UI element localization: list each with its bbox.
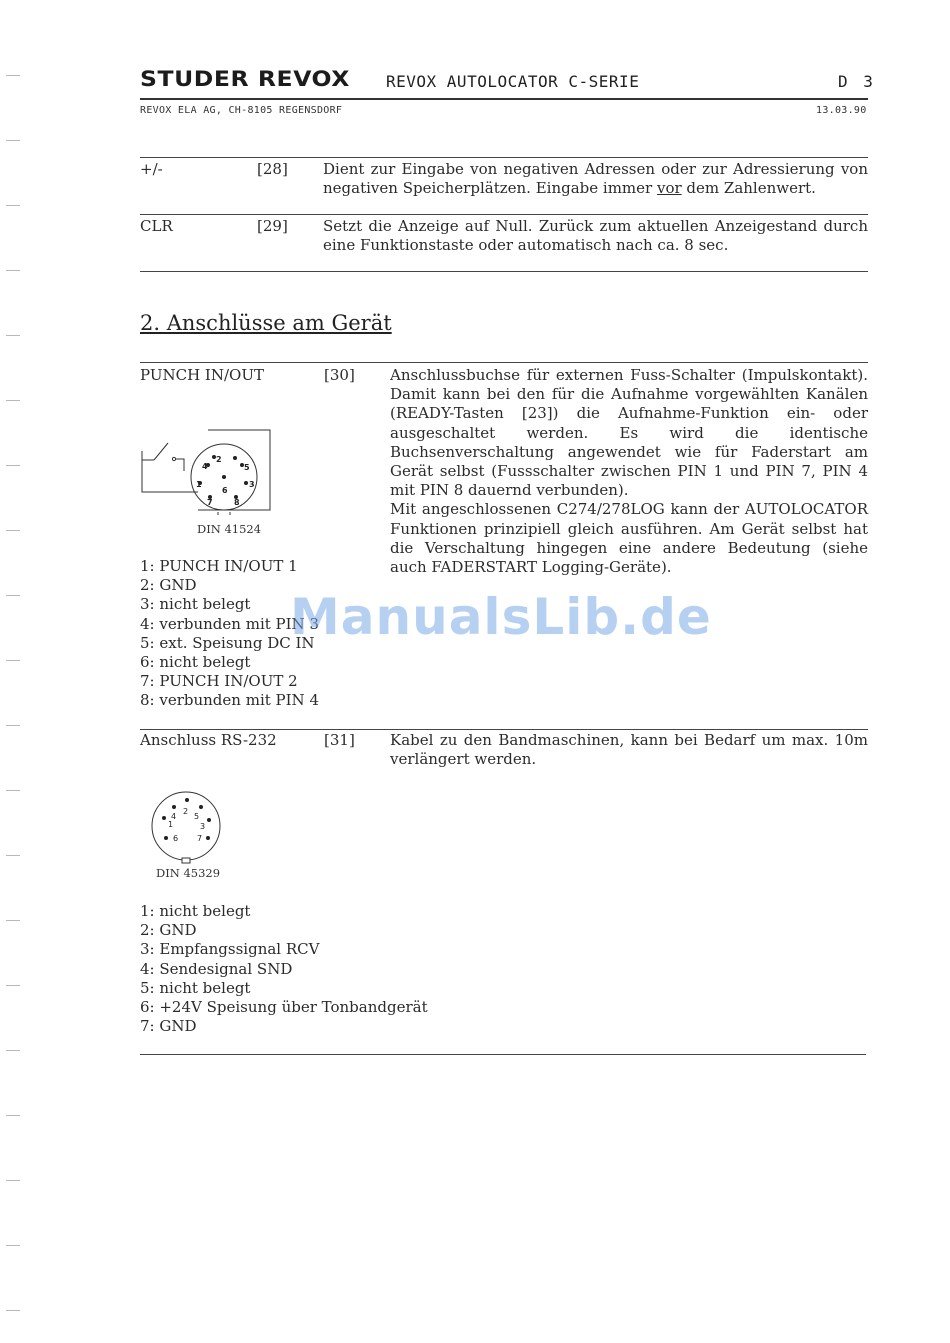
key-name: +/-	[140, 160, 163, 178]
connector-name: PUNCH IN/OUT	[140, 366, 264, 384]
brand-logo: STUDER REVOX	[140, 67, 350, 91]
section-end-rule	[140, 271, 868, 272]
pin-item: 2: GND	[140, 576, 197, 595]
key-name: CLR	[140, 217, 173, 235]
pin-label: 2	[216, 455, 222, 464]
pin-label: 4	[171, 812, 177, 821]
connector-description: Kabel zu den Bandmaschinen, kann bei Bedarf um max. 10m verlängert werden.	[390, 731, 868, 769]
pin-item: 4: Sendesignal SND	[140, 959, 293, 978]
pin-label: 3	[200, 822, 206, 831]
company-line: REVOX ELA AG, CH-8105 REGENSDORF	[140, 105, 343, 116]
pin-item: 1: PUNCH IN/OUT 1	[140, 557, 298, 575]
row-divider	[140, 729, 868, 730]
row-divider	[140, 214, 868, 215]
pin-label: 7	[197, 834, 203, 843]
key-description: Dient zur Eingabe von negativen Adressen oder zur Adressierung von negativen Speicherplätzen. Eingabe immer vor dem Zahlenwert.	[323, 160, 868, 198]
header-rule	[140, 98, 868, 100]
pin-item: 2: GND	[140, 921, 197, 940]
connector-name: Anschluss RS-232	[140, 731, 277, 749]
connector-ref: [30]	[324, 366, 355, 384]
connector-ref: [31]	[324, 731, 355, 749]
pin-item: 3: Empfangssignal RCV	[140, 940, 320, 959]
pin-label: 4	[202, 462, 208, 471]
key-ref: [29]	[257, 217, 288, 235]
key-ref: [28]	[257, 160, 288, 178]
pin-item: 5: nicht belegt	[140, 978, 251, 997]
watermark: ManualsLib.de	[290, 588, 712, 646]
pin-item: 5: ext. Speisung DC IN	[140, 633, 315, 652]
pin-item: 6: +24V Speisung über Tonbandgerät	[140, 998, 428, 1017]
pin-list	[140, 902, 428, 1036]
din-45329-socket-diagram	[148, 790, 228, 864]
pin-item: 7: GND	[140, 1017, 197, 1036]
pin-item: 3: nicht belegt	[140, 595, 251, 614]
page-number: D 3	[838, 72, 876, 91]
section-heading: 2. Anschlüsse am Gerät	[140, 311, 392, 335]
diagram-caption: DIN 41524	[197, 522, 262, 536]
din-41524-socket-diagram	[138, 425, 278, 515]
pin-label: 5	[194, 812, 200, 821]
pin-item: 1: nicht belegt	[140, 902, 251, 920]
diagram-caption: DIN 45329	[156, 866, 221, 880]
pin-label: 3	[249, 480, 255, 489]
pin-label: 2	[183, 807, 189, 816]
pin-item: 6: nicht belegt	[140, 653, 251, 672]
pin-label: 6	[173, 834, 179, 843]
document-title: REVOX AUTOLOCATOR C-SERIE	[386, 72, 640, 91]
pin-item: 7: PUNCH IN/OUT 2	[140, 672, 298, 691]
pin-label: 5	[244, 463, 250, 472]
pin-label: 6	[222, 486, 228, 495]
header-date: 13.03.90	[816, 105, 867, 116]
row-divider	[140, 362, 868, 363]
section-end-rule	[140, 1054, 866, 1055]
pin-item: 8: verbunden mit PIN 4	[140, 691, 319, 710]
row-divider	[140, 157, 868, 158]
pin-label: 7	[207, 498, 213, 507]
pin-label: 8	[234, 498, 240, 507]
connector-description: Anschlussbuchse für externen Fuss-Schalter (Impulskontakt). Damit kann bei den für die Aufnahme vorgewählten Kanälen (READY-Tasten [23]) die Aufnahme-Funktion ein- oder ausgeschaltet werden. Es wird die identische Buchsenverschaltung angewendet wie für Faderstart am Gerät selbst (Fussschalter zwischen PIN 1 und PIN 7, PIN 4 mit PIN 8 dauernd verbunden). Mit angeschlossenen C274/278LOG kann der AUTOLOCATOR Funktionen prinzipiell gleich ausführen. Am Gerät selbst hat die Verschaltung hingegen eine andere Bedeutung (siehe auch FADERSTART Logging-Geräte).	[390, 366, 868, 577]
key-description: Setzt die Anzeige auf Null. Zurück zum aktuellen Anzeigestand durch eine Funktionstaste oder automatisch nach ca. 8 sec.	[323, 217, 868, 255]
pin-item: 4: verbunden mit PIN 3	[140, 614, 319, 633]
pin-label: 1	[196, 480, 202, 489]
pin-label: 1	[168, 820, 174, 829]
